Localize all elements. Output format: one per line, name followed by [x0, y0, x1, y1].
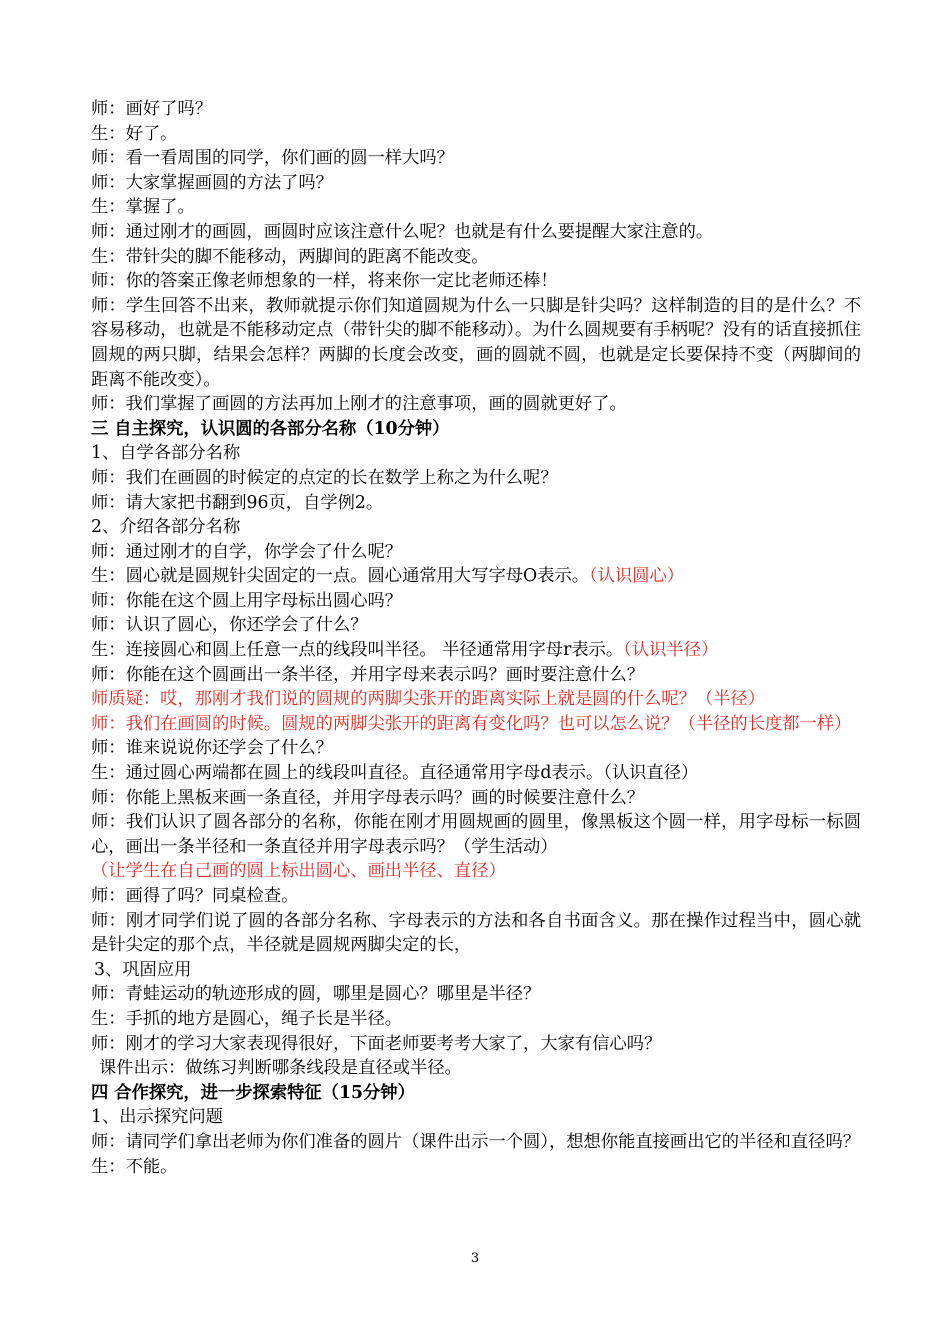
highlighted-paragraph: （让学生在自己画的圆上标出圆心、画出半径、直径） — [91, 861, 506, 882]
paragraph: 生：不能。 — [91, 1156, 178, 1177]
highlighted-paragraph: 师质疑：哎，那刚才我们说的圆规的两脚尖张开的距离实际上就是圆的什么呢？（半径） — [91, 689, 765, 710]
paragraph: 师：你能在这个圆画出一条半径，并用字母来表示吗？画时要注意什么？ — [91, 664, 645, 685]
paragraph: 师：大家掌握画圆的方法了吗？ — [91, 172, 333, 193]
paragraph: 师：通过刚才的自学，你学会了什么呢？ — [91, 541, 403, 562]
paragraph: 师：画好了吗？ — [91, 99, 212, 119]
annotation-note: （认识半径） — [623, 640, 719, 661]
subheading: 3、巩固应用 — [94, 959, 192, 980]
paragraph: 师：谁来说说你还学会了什么？ — [91, 738, 333, 759]
paragraph: 师：青蛙运动的轨迹形成的圆，哪里是圆心？哪里是半径？ — [91, 984, 541, 1005]
paragraph: 生：通过圆心两端都在圆上的线段叫直径。直径通常用字母d表示。（认识直径） — [91, 763, 699, 784]
highlighted-paragraph: 师：我们在画圆的时候。圆规的两脚尖张开的距离有变化吗？也可以怎么说？（半径的长度都一样） — [91, 713, 852, 734]
paragraph — [91, 638, 861, 663]
paragraph: 师：请同学们拿出老师为你们准备的圆片（课件出示一个圆），想想你能直接画出它的半径和直径吗？ — [91, 1131, 861, 1152]
paragraph: 师：刚才同学们说了圆的各部分名称、字母表示的方法和各自书面含义。那在操作过程当中，圆心就是针尖定的那个点，半径就是圆规两脚尖定的长， — [91, 910, 861, 956]
paragraph: 师：你的答案正像老师想象的一样，将来你一定比老师还棒！ — [91, 271, 558, 292]
section-heading: 三 自主探究，认识圆的各部分名称（10分钟） — [91, 418, 450, 439]
paragraph: 生：带针尖的脚不能移动，两脚间的距离不能改变。 — [91, 246, 489, 267]
paragraph: 生：掌握了。 — [91, 197, 195, 218]
document-body — [91, 97, 861, 1179]
paragraph: 师：我们在画圆的时候定的点定的长在数学上称之为什么呢？ — [91, 467, 558, 488]
paragraph-text: 生：圆心就是圆规针尖固定的一点。圆心通常用大写字母O表示。 — [91, 566, 590, 587]
paragraph: 师：我们认识了圆各部分的名称，你能在刚才用圆规画的圆里，像黑板这个圆一样，用字母标一标圆心，画出一条半径和一条直径并用字母表示吗？（学生活动） — [91, 812, 861, 857]
paragraph: 生：手抓的地方是圆心，绳子长是半径。 — [91, 1008, 403, 1029]
paragraph: 师：学生回答不出来，教师就提示你们知道圆规为什么一只脚是针尖吗？这样制造的目的是什么？不容易移动，也就是不能移动定点（带针尖的脚不能移动）。为什么圆规要有手柄呢？没有的话直接抓住圆规的两只脚，结果会怎样？两脚的长度会改变，画的圆就不圆，也就是定长要保持不变（两脚间的距离不能改变）。 — [91, 295, 861, 390]
subheading: 1、出示探究问题 — [91, 1107, 223, 1128]
section-heading: 四 合作探究，进一步探索特征（15分钟） — [91, 1082, 415, 1103]
subheading: 2、介绍各部分名称 — [91, 517, 241, 538]
paragraph: 师：认识了圆心，你还学会了什么？ — [91, 615, 368, 636]
paragraph: 师：画得了吗？同桌检查。 — [91, 886, 299, 906]
paragraph: 师：请大家把书翻到96页，自学例2。 — [91, 492, 384, 513]
page-number: 3 — [470, 1251, 480, 1266]
paragraph — [91, 564, 861, 589]
subheading: 1、自学各部分名称 — [91, 443, 241, 464]
paragraph: 师：刚才的学习大家表现得很好，下面老师要考考大家了，大家有信心吗？ — [91, 1033, 662, 1054]
paragraph: 师：看一看周围的同学，你们画的圆一样大吗？ — [91, 148, 454, 169]
paragraph: 师：通过刚才的画圆，画圆时应该注意什么呢？也就是有什么要提醒大家注意的。 — [91, 221, 714, 242]
paragraph: 师：我们掌握了画圆的方法再加上刚才的注意事项，画的圆就更好了。 — [91, 394, 627, 415]
paragraph-text: 生：连接圆心和圆上任意一点的线段叫半径。 半径通常用字母r表示。 — [91, 640, 624, 661]
paragraph: 课件出示：做练习判断哪条线段是直径或半径。 — [99, 1058, 462, 1079]
annotation-note: （认识圆心） — [589, 566, 685, 587]
paragraph: 师：你能上黑板来画一条直径，并用字母表示吗？画的时候要注意什么？ — [91, 787, 645, 808]
paragraph: 生：好了。 — [91, 123, 178, 144]
paragraph: 师：你能在这个圆上用字母标出圆心吗？ — [91, 590, 403, 611]
